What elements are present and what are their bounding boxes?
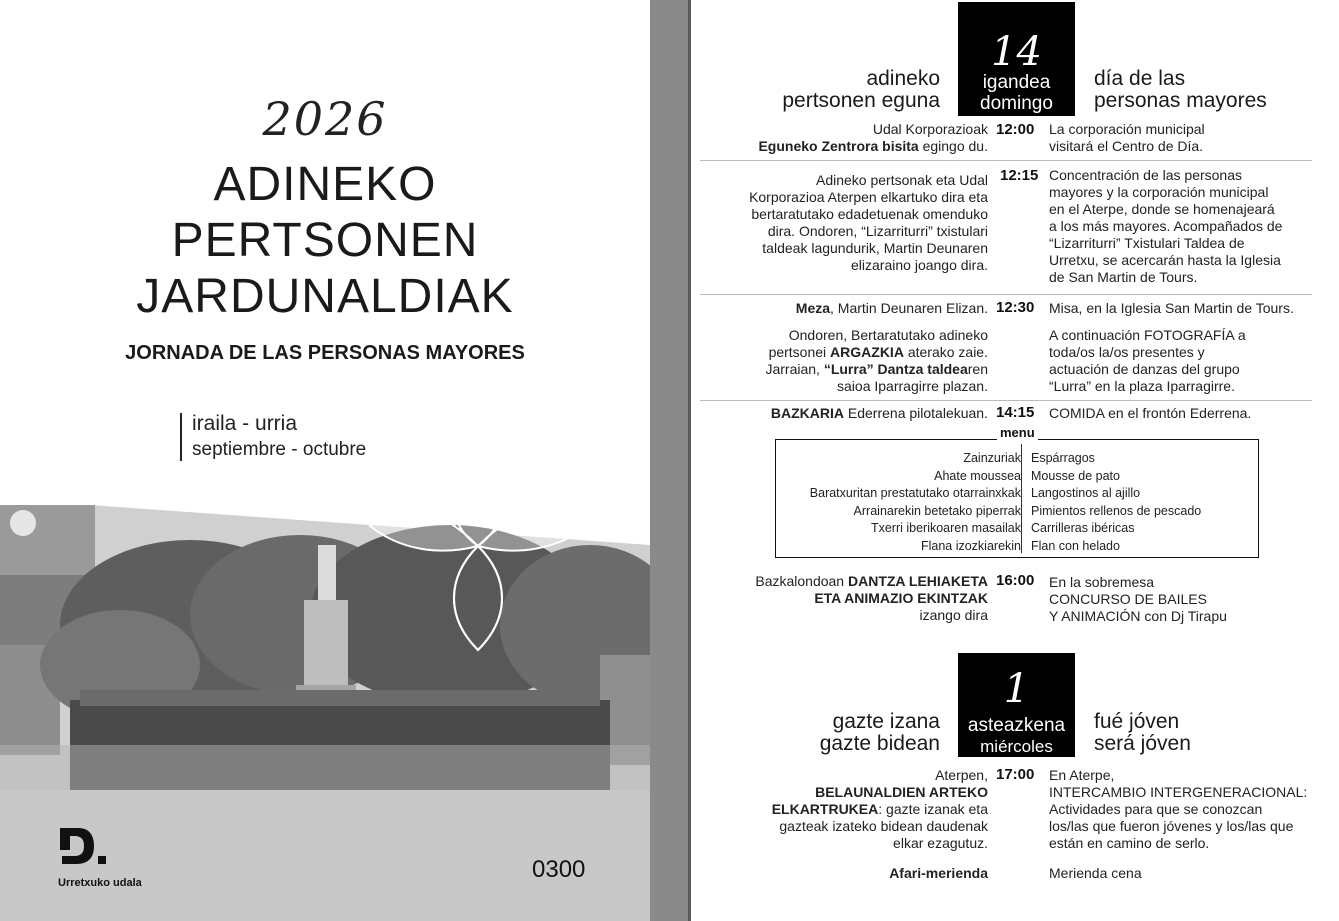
event-1700-es-line: están en camino de serlo. bbox=[1049, 835, 1210, 851]
event-1200-es bbox=[1049, 121, 1334, 155]
section1-title-eu-2: pertsonen eguna bbox=[782, 89, 940, 112]
event-1700-eu-line-2: BELAUNALDIEN ARTEKO bbox=[815, 784, 988, 800]
page-gutter-edge bbox=[688, 0, 691, 921]
section1-title-eu-1: adineko bbox=[866, 67, 940, 90]
event-1215-es-line: en el Aterpe, donde se homenajeará bbox=[1049, 201, 1275, 217]
event-1600-es-line: Y ANIMACIÓN con Dj Tirapu bbox=[1049, 608, 1227, 624]
event-1215-es-line: “Lizarriturri” Txistulari Taldea de bbox=[1049, 235, 1245, 251]
cover-year: 2026 bbox=[262, 92, 388, 146]
event-1200-es-line-2: visitará el Centro de Día. bbox=[1049, 138, 1204, 154]
dates-divider bbox=[180, 413, 182, 461]
section2-title-eu-1: gazte izana bbox=[832, 710, 940, 733]
event-1700-eu bbox=[700, 767, 988, 852]
section1-title-es bbox=[1094, 68, 1334, 112]
event-1415-time: 14:15 bbox=[996, 404, 1035, 421]
section1-day-number: 14 bbox=[991, 29, 1042, 75]
section2-day-eu: asteazkena bbox=[967, 715, 1066, 736]
event-1600-es-line: CONCURSO DE BAILES bbox=[1049, 591, 1207, 607]
event-1700-eu-line-4: gazteak izateko bidean daudenak bbox=[779, 818, 988, 834]
event-1200-eu-line-1: Udal Korporazioak bbox=[872, 121, 988, 137]
event-1600-time: 16:00 bbox=[996, 572, 1035, 589]
event-1700-eu-line-1: Aterpen, bbox=[935, 767, 988, 783]
menu-item-eu: Baratxuritan prestatutako otarrainxkak bbox=[809, 486, 1021, 500]
event-1215-eu-line: Korporazioa Aterpen elkartuko dira eta bbox=[749, 189, 988, 205]
event-1700-es bbox=[1049, 767, 1334, 852]
cover-dates-eu: iraila - urria bbox=[192, 412, 298, 435]
urretxu-logo-icon bbox=[58, 826, 110, 870]
menu-item-es: Mousse de pato bbox=[1031, 468, 1120, 483]
event-1415-eu-rest: Ederrena pilotalekuan. bbox=[844, 405, 988, 421]
event-afari-eu-bold: Afari-merienda bbox=[889, 865, 988, 881]
event-1215-es-line: Urretxu, se acercarán hasta la Iglesia bbox=[1049, 252, 1281, 268]
event-1600-eu-line-2: ETA ANIMAZIO EKINTZAK bbox=[814, 590, 988, 606]
page-gutter bbox=[650, 0, 690, 921]
event-1700-time: 17:00 bbox=[996, 766, 1035, 783]
event-1230-es-b-line: “Lurra” en la plaza Iparragirre. bbox=[1049, 378, 1235, 394]
menu-item-es: Espárragos bbox=[1031, 451, 1095, 465]
event-1700-es-line: INTERCAMBIO INTERGENERACIONAL: bbox=[1049, 784, 1308, 800]
cover-title-line-3: JARDUNALDIAK bbox=[136, 270, 514, 323]
cover-title-line-1: ADINEKO bbox=[213, 158, 437, 211]
event-1215-time: 12:15 bbox=[1000, 167, 1039, 184]
menu-item-eu: Arrainarekin betetako piperrak bbox=[853, 503, 1021, 518]
cover-page bbox=[0, 0, 650, 921]
event-afari-eu bbox=[700, 865, 988, 882]
event-1700-es-line: Actividades para que se conozcan bbox=[1049, 801, 1263, 817]
event-1230-eu-b-line-2c: aterako zaie. bbox=[903, 344, 988, 360]
section2-title-eu bbox=[700, 711, 940, 755]
divider bbox=[700, 400, 1312, 401]
event-1200-eu-bold: Eguneko Zentrora bisita bbox=[758, 138, 919, 154]
menu-item-es: Langostinos al ajillo bbox=[1031, 486, 1141, 500]
event-1230-eu-bold: Meza bbox=[795, 300, 831, 316]
menu-item-eu: Ahate moussea bbox=[934, 468, 1021, 483]
event-1215-eu-line: elizaraino joango dira. bbox=[851, 257, 988, 273]
menu-item-eu: Zainzuriak bbox=[963, 451, 1021, 465]
event-1600-eu bbox=[700, 573, 988, 624]
section2-day-es: miércoles bbox=[980, 737, 1053, 756]
section2-title-es bbox=[1094, 711, 1334, 755]
event-1215-eu bbox=[700, 172, 988, 274]
menu-divider bbox=[1021, 444, 1022, 553]
menu-item-eu: Flana izozkiarekin bbox=[920, 538, 1021, 553]
divider bbox=[700, 294, 1312, 295]
event-1230-eu-b-line-2a: pertsonei bbox=[768, 344, 831, 360]
event-1215-es-line: Concentración de las personas bbox=[1049, 167, 1243, 183]
menu-item-eu: Txerri iberikoaren masailak bbox=[870, 521, 1021, 535]
event-1215-eu-line: bertaratutako edadetuenak omenduko bbox=[751, 206, 988, 222]
event-1700-es-line: En Aterpe, bbox=[1049, 767, 1115, 783]
cover-subtitle: JORNADA DE LAS PERSONAS MAYORES bbox=[125, 342, 525, 364]
section1-day-es: domingo bbox=[980, 93, 1053, 114]
cover-title-line-2: PERTSONEN bbox=[171, 214, 479, 267]
event-1230-es: Misa, en la Iglesia San Martin de Tours. bbox=[1049, 300, 1294, 316]
event-1230-es-b-line: A continuación FOTOGRAFÍA a bbox=[1049, 327, 1246, 343]
event-1700-eu-line-3a: ELKARTRUKEA bbox=[771, 801, 879, 817]
menu-item-es: Flan con helado bbox=[1031, 538, 1120, 553]
section2-day-number: 1 bbox=[1003, 666, 1030, 712]
cover-dates-es: septiembre - octubre bbox=[192, 439, 367, 460]
event-1230-es-b-line: actuación de danzas del grupo bbox=[1049, 361, 1240, 377]
event-1200-es-line-1: La corporación municipal bbox=[1049, 121, 1205, 137]
event-1230-eu-b-line-1: Ondoren, Bertaratutako adineko bbox=[788, 327, 988, 343]
event-1215-es-line: de San Martin de Tours. bbox=[1049, 269, 1198, 285]
logo-text: Urretxuko udala bbox=[58, 877, 142, 889]
event-1600-es-line: En la sobremesa bbox=[1049, 574, 1155, 590]
event-1415-eu bbox=[700, 405, 988, 422]
event-1415-es: COMIDA en el frontón Ederrena. bbox=[1049, 405, 1252, 421]
event-1230-eu bbox=[700, 300, 988, 317]
event-1700-es-line: los/las que fueron jóvenes y los/las que bbox=[1049, 818, 1294, 834]
section1-title-eu bbox=[700, 68, 940, 112]
event-1600-eu-line-3: izango dira bbox=[919, 607, 988, 623]
event-1230-es-b bbox=[1049, 327, 1334, 395]
event-1230-eu-b-line-4: saioa Iparragirre plazan. bbox=[837, 378, 988, 394]
event-1215-eu-line: taldeak lagundurik, Martin Deunaren bbox=[762, 240, 988, 256]
event-1600-eu-line-1a: Bazkalondoan bbox=[755, 573, 848, 589]
section2-title-es-2: será jóven bbox=[1094, 732, 1191, 755]
event-1230-eu-b-line-2b: ARGAZKIA bbox=[830, 344, 904, 360]
page-number: 0300 bbox=[532, 856, 586, 883]
event-1215-eu-line: dira. Ondoren, “Lizarriturri” txistulari bbox=[767, 223, 988, 239]
event-1200-eu bbox=[700, 121, 988, 155]
event-1415-eu-bold: BAZKARIA bbox=[770, 405, 844, 421]
event-1200-eu-rest: egingo du. bbox=[918, 138, 988, 154]
event-1600-es bbox=[1049, 574, 1334, 625]
event-1700-eu-line-5: elkar ezagutuz. bbox=[893, 835, 988, 851]
section1-date-box bbox=[958, 2, 1075, 116]
event-1200-time: 12:00 bbox=[996, 121, 1035, 138]
flower-ornament bbox=[360, 438, 600, 653]
event-1230-eu-b-line-3b: “Lurra” Dantza taldea bbox=[823, 361, 968, 377]
event-1230-eu-b-line-3a: Jarraian, bbox=[765, 361, 824, 377]
menu-item-es: Pimientos rellenos de pescado bbox=[1031, 503, 1202, 518]
event-1700-eu-line-3b: : gazte izanak eta bbox=[878, 801, 988, 817]
event-1230-eu-b-line-3c: ren bbox=[967, 361, 988, 377]
section1-title-es-2: personas mayores bbox=[1094, 89, 1267, 112]
section1-day-eu: igandea bbox=[982, 72, 1051, 93]
section2-title-es-1: fué jóven bbox=[1094, 710, 1180, 733]
event-1230-time: 12:30 bbox=[996, 299, 1035, 316]
event-1215-es bbox=[1049, 167, 1334, 286]
event-1230-eu-rest: , Martin Deunaren Elizan. bbox=[830, 300, 988, 316]
event-afari-es: Merienda cena bbox=[1049, 865, 1142, 881]
section2-date-box bbox=[958, 653, 1075, 757]
event-1230-eu-b bbox=[700, 327, 988, 395]
menu-label: menu bbox=[997, 425, 1038, 440]
event-1215-eu-line: Adineko pertsonak eta Udal bbox=[816, 172, 988, 188]
event-1215-es-line: mayores y la corporación municipal bbox=[1049, 184, 1269, 200]
event-1215-es-line: a los más mayores. Acompañados de bbox=[1049, 218, 1283, 234]
menu-box bbox=[775, 439, 1259, 558]
section2-title-eu-2: gazte bidean bbox=[819, 732, 940, 755]
menu-item-es: Carrilleras ibéricas bbox=[1031, 521, 1135, 535]
event-1230-es-b-line: toda/os la/os presentes y bbox=[1049, 344, 1205, 360]
event-1600-eu-line-1b: DANTZA LEHIAKETA bbox=[848, 573, 988, 589]
section1-title-es-1: día de las bbox=[1094, 67, 1186, 90]
divider bbox=[700, 160, 1312, 161]
